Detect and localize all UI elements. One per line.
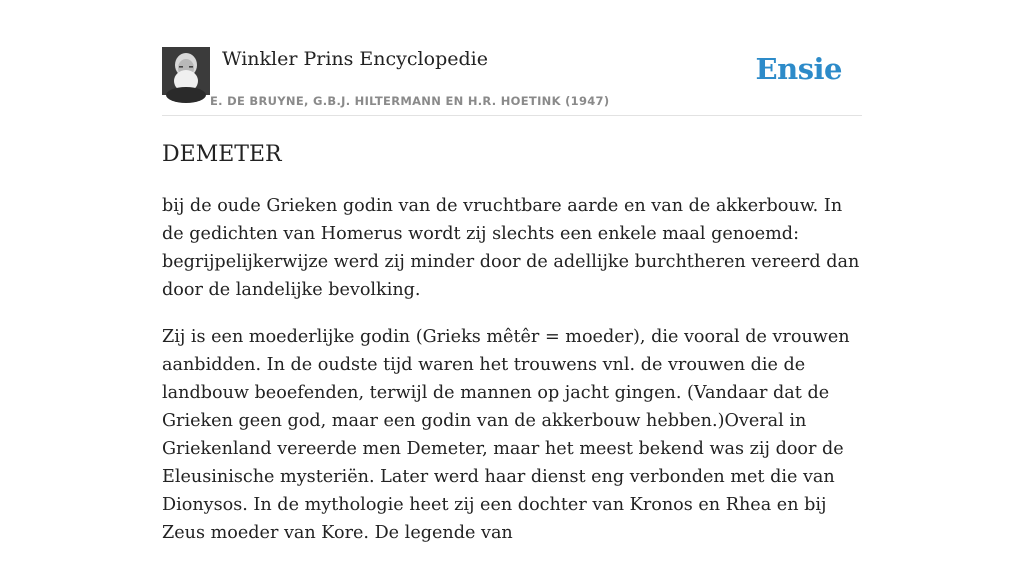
portrait-photo-icon (162, 47, 210, 95)
header-divider (162, 115, 862, 116)
paragraph: bij de oude Grieken godin van de vruchtbare aarde en van de akkerbouw. In de gedichten van Homerus wordt zij slechts een enkele maal genoemd: begrijpelijkerwijze werd zij minder door de adellijke burchtheren vereerd dan door de landelijke bevolking. (162, 196, 860, 300)
entry-title: DEMETER (162, 142, 282, 167)
source-title[interactable]: Winkler Prins Encyclopedie (222, 48, 488, 70)
paragraph: Zij is een moederlijke godin (Grieks mêtêr = moeder), die vooral de vrouwen aanbidden. In de oudste tijd waren het trouwens vnl. de vrouwen die de landbouw beoefenden, terwijl de mannen op jacht gingen. (Vandaar dat de Grieken geen god, maar een godin van de akkerbouw hebben.)Overal in Griekenland vereerde men Demeter, maar het meest bekend was zij door de Eleusinische mysteriën. Later werd haar dienst eng verbonden met die van Dionysos. In de mythologie heet zij een dochter van Kronos en Rhea en bij Zeus moeder van Kore. De legende van (162, 327, 850, 543)
authors-line: E. DE BRUYNE, G.B.J. HILTERMANN EN H.R. HOETINK (1947) (210, 94, 610, 108)
author-avatar (162, 47, 210, 95)
brand-logo[interactable]: Ensie (755, 52, 842, 86)
article-body (162, 192, 866, 566)
